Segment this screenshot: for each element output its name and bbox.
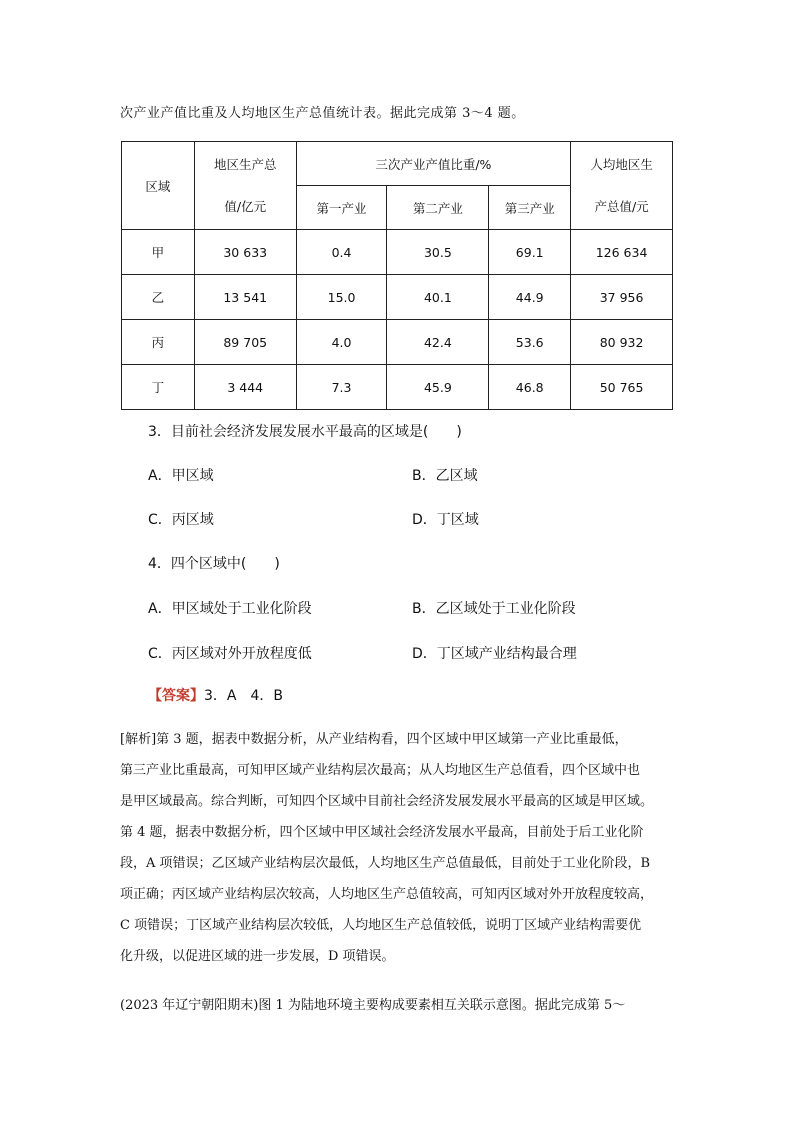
explanation-line: 段，A 项错误；乙区域产业结构层次最低，人均地区生产总值最低，目前处于工业化阶段，B <box>120 856 651 871</box>
header-secondary: 第二产业 <box>387 186 489 230</box>
header-percap-line1: 人均地区生 <box>590 156 653 172</box>
table-row <box>122 320 673 365</box>
header-gdp <box>194 142 296 230</box>
cell-per-capita: 80 932 <box>571 320 673 365</box>
explanation-line: [解析]第 3 题，据表中数据分析，从产业结构看，四个区域中甲区域第一产业比重最低， <box>120 732 628 747</box>
cell-region: 丙 <box>122 320 195 365</box>
table-row <box>122 275 673 320</box>
question-4-stem: 4．四个区域中( ) <box>148 556 280 572</box>
cell-secondary: 30.5 <box>387 230 489 275</box>
answer-line <box>148 685 283 705</box>
q4-option-c[interactable]: C．丙区域对外开放程度低 <box>148 646 312 662</box>
cell-gdp: 30 633 <box>194 230 296 275</box>
explanation-line: 化升级，以促进区域的进一步发展，D 项错误。 <box>120 949 395 964</box>
q3-option-a[interactable]: A．甲区域 <box>148 468 214 484</box>
header-primary: 第一产业 <box>296 186 387 230</box>
table-intro-text: 次产业产值比重及人均地区生产总值统计表。据此完成第 3～4 题。 <box>120 106 525 121</box>
answer-text: 3．A 4．B <box>204 688 283 704</box>
explanation-line: 项正确；丙区域产业结构层次较高，人均地区生产总值较高，可知丙区域对外开放程度较高， <box>120 887 654 902</box>
table-row <box>122 365 673 410</box>
explanation-line: C 项错误；丁区域产业结构层次较低，人均地区生产总值较低，说明丁区域产业结构需要优 <box>120 918 642 933</box>
cell-gdp: 89 705 <box>194 320 296 365</box>
q4-option-d[interactable]: D．丁区域产业结构最合理 <box>412 646 577 662</box>
header-percap-line2: 产总值/元 <box>594 198 649 214</box>
cell-tertiary: 46.8 <box>489 365 571 410</box>
cell-secondary: 42.4 <box>387 320 489 365</box>
cell-per-capita: 126 634 <box>571 230 673 275</box>
header-industry-share: 三次产业产值比重/% <box>296 142 571 186</box>
cell-region: 丁 <box>122 365 195 410</box>
next-question-intro: (2023 年辽宁朝阳期末)图 1 为陆地环境主要构成要素相互关联示意图。据此完成第 5～ <box>120 998 626 1013</box>
question-3-stem: 3．目前社会经济发展发展水平最高的区域是( ) <box>148 424 462 440</box>
cell-primary: 4.0 <box>296 320 387 365</box>
q4-option-a[interactable]: A．甲区域处于工业化阶段 <box>148 601 312 617</box>
cell-tertiary: 53.6 <box>489 320 571 365</box>
answer-tag: 【答案】 <box>148 688 204 704</box>
cell-gdp: 3 444 <box>194 365 296 410</box>
header-gdp-line2: 值/亿元 <box>224 198 267 214</box>
q3-option-c[interactable]: C．丙区域 <box>148 512 214 528</box>
explanation-line: 第 4 题，据表中数据分析，四个区域中甲区域社会经济发展水平最高，目前处于后工业化阶 <box>120 825 644 840</box>
cell-primary: 7.3 <box>296 365 387 410</box>
cell-per-capita: 37 956 <box>571 275 673 320</box>
cell-primary: 0.4 <box>296 230 387 275</box>
cell-tertiary: 44.9 <box>489 275 571 320</box>
header-per-capita <box>571 142 673 230</box>
cell-secondary: 40.1 <box>387 275 489 320</box>
cell-secondary: 45.9 <box>387 365 489 410</box>
table-row <box>122 230 673 275</box>
cell-region: 甲 <box>122 230 195 275</box>
cell-region: 乙 <box>122 275 195 320</box>
header-gdp-line1: 地区生产总 <box>213 156 277 172</box>
header-region: 区域 <box>122 142 195 230</box>
explanation-line: 是甲区域最高。综合判断，可知四个区域中目前社会经济发展发展水平最高的区域是甲区域。 <box>120 794 654 809</box>
cell-gdp: 13 541 <box>194 275 296 320</box>
q3-option-d[interactable]: D．丁区域 <box>412 512 479 528</box>
cell-tertiary: 69.1 <box>489 230 571 275</box>
header-tertiary: 第三产业 <box>489 186 571 230</box>
q4-option-b[interactable]: B．乙区域处于工业化阶段 <box>412 601 576 617</box>
explanation-line: 第三产业比重最高，可知甲区域产业结构层次最高；从人均地区生产总值看，四个区域中也 <box>120 763 641 778</box>
cell-primary: 15.0 <box>296 275 387 320</box>
cell-per-capita: 50 765 <box>571 365 673 410</box>
q3-option-b[interactable]: B．乙区域 <box>412 468 478 484</box>
statistics-table <box>121 141 673 410</box>
